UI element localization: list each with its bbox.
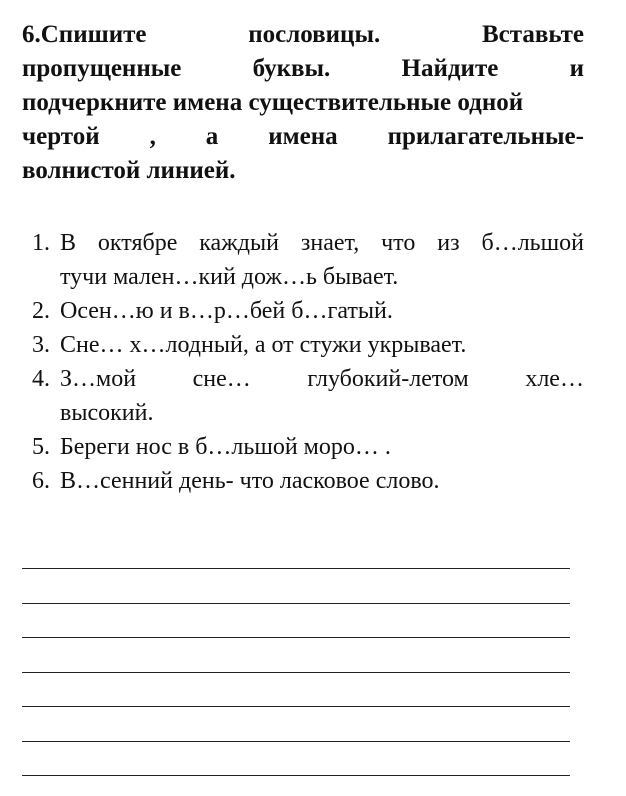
proverb-word: высокий. [60, 400, 154, 426]
proverb-word: из [437, 230, 460, 256]
heading-word: пропущенные [22, 55, 182, 82]
proverb-word: каждый [199, 230, 279, 256]
writing-line [22, 775, 570, 776]
heading-word: прилагательные- [387, 123, 584, 150]
writing-line [22, 603, 570, 604]
heading-word: , [149, 123, 156, 150]
proverb-word: хле… [525, 366, 584, 392]
heading-word: чертой [22, 123, 100, 150]
heading-word: Найдите [401, 55, 499, 82]
proverb-number: 2. [32, 298, 50, 324]
proverb-word: глубокий-летом [307, 366, 469, 392]
proverb-word: Осен…ю и в…р…бей б…гатый. [60, 298, 393, 324]
proverb-word: тучи мален…кий дож…ь бывает. [60, 264, 399, 290]
proverb-number: 4. [32, 366, 50, 392]
proverb-word: октябре [97, 230, 178, 256]
writing-line [22, 637, 570, 638]
heading-word: и [569, 55, 584, 82]
proverb-word: что [381, 230, 416, 256]
proverb-word: В [60, 230, 77, 256]
heading-word: подчеркните имена существительные одной [22, 89, 524, 116]
heading-word: Вставьте [481, 21, 584, 48]
heading-word: пословицы. [248, 21, 381, 48]
proverb-word: В…сенний день- что ласковое слово. [60, 468, 440, 494]
proverb-number: 5. [32, 434, 50, 460]
proverb-number: 3. [32, 332, 50, 358]
writing-line [22, 568, 570, 569]
writing-line [22, 672, 570, 673]
heading-word: 6.Спишите [22, 21, 147, 48]
proverb-word: сне… [192, 366, 251, 392]
proverb-word: Береги нос в б…льшой моро… . [60, 434, 391, 460]
proverb-number: 1. [32, 230, 50, 256]
writing-line [22, 706, 570, 707]
writing-lines [22, 0, 570, 796]
heading-word: буквы. [252, 55, 331, 82]
writing-line [22, 741, 570, 742]
proverb-word: знает, [300, 230, 360, 256]
proverb-word: б…льшой [481, 230, 584, 256]
heading-word: а [205, 123, 219, 150]
proverb-number: 6. [32, 468, 50, 494]
heading-word: волнистой линией. [22, 157, 236, 184]
proverb-word: З…мой [60, 366, 137, 392]
proverb-word: Сне… х…лодный, а от стужи укрывает. [60, 332, 467, 358]
heading-word: имена [268, 123, 338, 150]
